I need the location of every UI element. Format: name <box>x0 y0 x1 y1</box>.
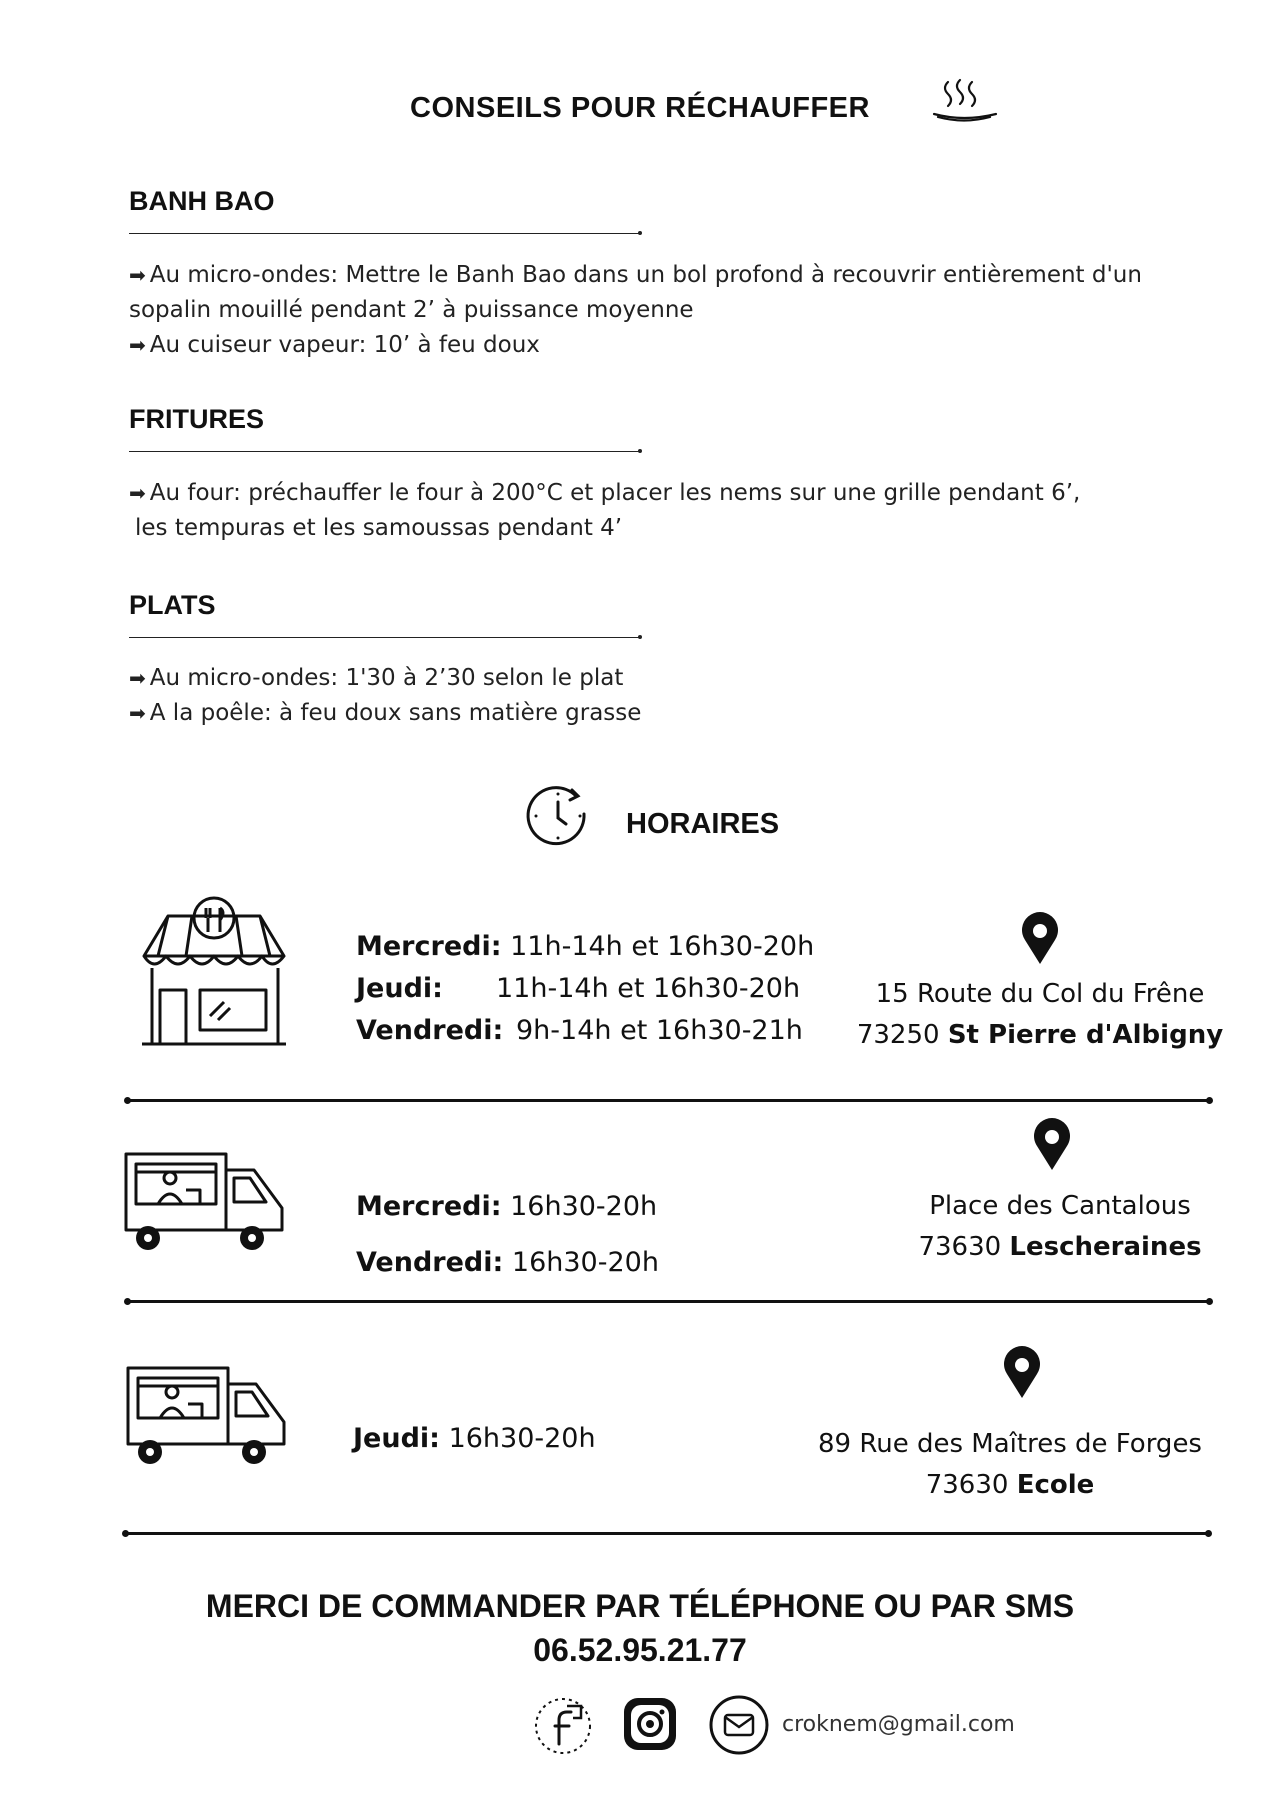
arrow-right-icon: ➡ <box>129 701 146 725</box>
instagram-icon[interactable] <box>620 1694 680 1754</box>
food-truck-icon <box>122 1150 288 1256</box>
schedule-row: Mercredi: 11h-14h et 16h30-20h <box>356 931 815 962</box>
address-city-line: 73630 Lescheraines <box>918 1232 1202 1262</box>
address <box>800 1424 1220 1506</box>
map-pin-icon <box>1032 1118 1072 1172</box>
tip-line: les tempuras et les samoussas pendant 4’ <box>135 515 623 541</box>
tip-line: ➡ Au cuiseur vapeur: 10’ à feu doux <box>129 332 540 358</box>
horaires-title: HORAIRES <box>626 808 780 840</box>
section-title-banh-bao: BANH BAO <box>129 186 275 216</box>
arrow-right-icon: ➡ <box>129 666 146 690</box>
location-divider <box>126 1099 1211 1102</box>
arrow-right-icon: ➡ <box>129 481 146 505</box>
address-street: 15 Route du Col du Frêne <box>875 979 1205 1009</box>
address-city-line: 73630 Ecole <box>925 1470 1095 1500</box>
mail-icon[interactable] <box>708 1694 770 1756</box>
tip-line: ➡ Au micro-ondes: Mettre le Banh Bao dans un bol profond à recouvrir entièrement d'un <box>129 262 1142 288</box>
schedule-row: Vendredi: 16h30-20h <box>356 1247 659 1278</box>
tip-line: ➡ A la poêle: à feu doux sans matière grasse <box>129 700 642 726</box>
address <box>860 1186 1260 1268</box>
facebook-icon[interactable] <box>533 1696 593 1756</box>
order-text: MERCI DE COMMANDER PAR TÉLÉPHONE OU PAR SMS <box>205 1588 1075 1624</box>
food-truck-icon <box>124 1364 290 1470</box>
section-rule <box>129 233 639 234</box>
clock-icon <box>526 784 590 848</box>
section-rule <box>129 451 639 452</box>
map-pin-icon <box>1002 1346 1042 1400</box>
address-city-line: 73250 St Pierre d'Albigny <box>856 1020 1224 1050</box>
location-divider <box>124 1532 1210 1535</box>
arrow-right-icon: ➡ <box>129 263 146 287</box>
schedule-row: Vendredi: 9h-14h et 16h30-21h <box>356 1015 803 1046</box>
tip-line: ➡ Au micro-ondes: 1'30 à 2’30 selon le plat <box>129 665 624 691</box>
tip-line: ➡ Au four: préchauffer le four à 200°C et placer les nems sur une grille pendant 6’, <box>129 480 1081 506</box>
address-street: Place des Cantalous <box>929 1191 1191 1221</box>
address-street: 89 Rue des Maîtres de Forges <box>818 1429 1202 1459</box>
location-divider <box>126 1300 1211 1303</box>
steam-icon <box>928 76 1000 124</box>
schedule-row: Jeudi: 16h30-20h <box>353 1423 596 1454</box>
phone-number[interactable]: 06.52.95.21.77 <box>533 1632 747 1668</box>
schedule-row: Jeudi: 11h-14h et 16h30-20h <box>356 973 801 1004</box>
map-pin-icon <box>1020 912 1060 966</box>
page-title-text: CONSEILS POUR RÉCHAUFFER <box>410 92 870 124</box>
tip-line: sopalin mouillé pendant 2’ à puissance moyenne <box>129 297 694 323</box>
arrow-right-icon: ➡ <box>129 333 146 357</box>
section-title-plats: PLATS <box>129 590 216 620</box>
section-title-fritures: FRITURES <box>129 404 264 434</box>
shop-icon <box>134 896 294 1052</box>
address <box>840 974 1240 1056</box>
page-title <box>0 92 1280 125</box>
section-rule <box>129 637 639 638</box>
schedule-row: Mercredi: 16h30-20h <box>356 1191 658 1222</box>
email-link[interactable]: croknem@gmail.com <box>782 1712 1015 1737</box>
